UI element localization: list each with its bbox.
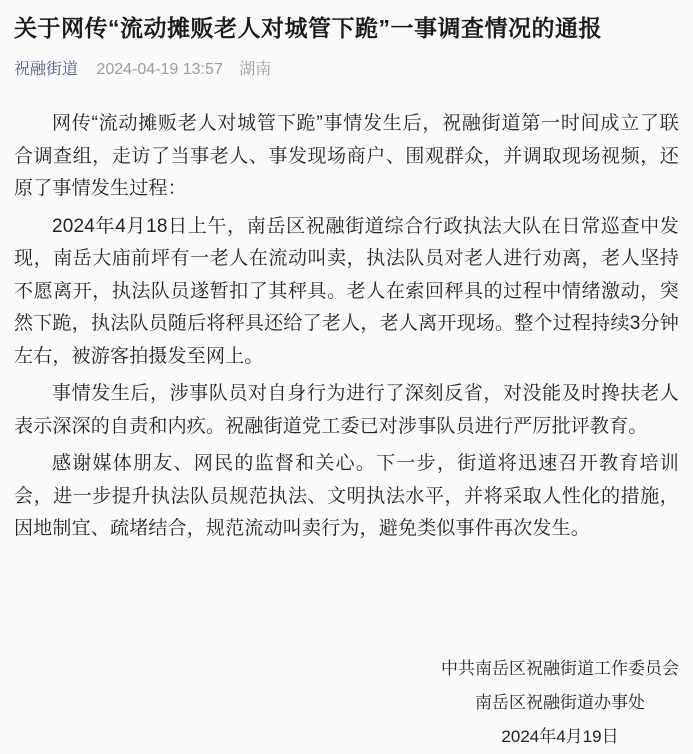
article-body	[14, 108, 679, 546]
paragraph-incident: 2024年4月18日上午，南岳区祝融街道综合行政执法大队在日常巡查中发现，南岳大庙前坪有一老人在流动叫卖，执法队员对老人进行劝离，老人坚持不愿离开，执法队员遂暂扣了其秤具。老人在索回秤具的过程中情绪激动，突然下跪，执法队员随后将秤具还给了老人，老人离开现场。整个过程持续3分钟左右，被游客拍摄发至网上。	[14, 215, 679, 367]
author-link[interactable]: 祝融街道	[14, 61, 79, 78]
signature-date: 2024年4月19日	[501, 726, 619, 746]
signature-committee: 中共南岳区祝融街道工作委员会	[441, 658, 679, 678]
signature-office: 南岳区祝融街道办事处	[475, 692, 645, 712]
signature-block	[441, 652, 679, 754]
publish-location: 湖南	[239, 61, 272, 78]
paragraph-intro: 网传“流动摊贩老人对城管下跪”事情发生后，祝融街道第一时间成立了联合调查组，走访了当事老人、事发现场商户、围观群众，并调取现场视频，还原了事情发生过程：	[14, 113, 679, 199]
paragraph-measures: 感谢媒体朋友、网民的监督和关心。下一步，街道将迅速召开教育培训会，进一步提升执法队员规范执法、文明执法水平，并将采取人性化的措施，因地制宜、疏堵结合，规范流动叫卖行为，避免类似事件再次发生。	[14, 453, 679, 539]
publish-timestamp: 2024-04-19 13:57	[96, 61, 223, 78]
byline	[14, 60, 679, 80]
article-title: 关于网传“流动摊贩老人对城管下跪”一事调查情况的通报	[14, 15, 602, 41]
paragraph-apology: 事情发生后，涉事队员对自身行为进行了深刻反省，对没能及时搀扶老人表示深深的自责和内疚。祝融街道党工委已对涉事队员进行严厉批评教育。	[14, 383, 679, 437]
